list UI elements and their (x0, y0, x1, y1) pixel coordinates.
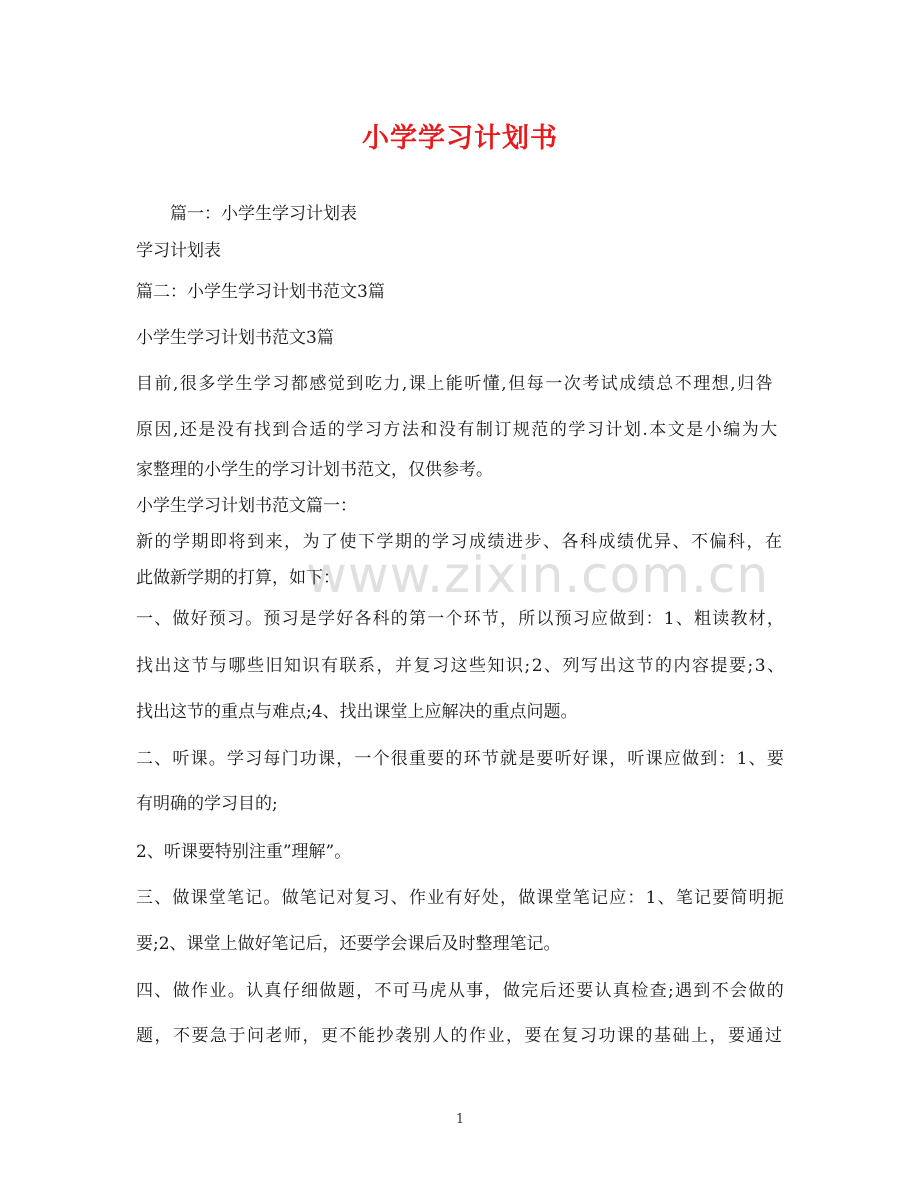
paragraph-line: 此做新学期的打算，如下： (136, 568, 340, 588)
document-title: 小学学习计划书 (362, 123, 558, 154)
paragraph-line: 小学生学习计划书范文篇一： (136, 496, 357, 516)
paragraph-line: 2、听课要特别注重”理解”。 (136, 842, 352, 862)
paragraph-line: 题，不要急于问老师，更不能抄袭别人的作业，要在复习功课的基础上，要通过 (136, 1026, 784, 1046)
paragraph-line: 小学生学习计划书范文3篇 (136, 328, 334, 348)
paragraph-line: 新的学期即将到来，为了使下学期的学习成绩进步、各科成绩优异、不偏科，在 (136, 532, 784, 552)
paragraph-line: 家整理的小学生的学习计划书范文，仅供参考。 (136, 460, 493, 480)
paragraph-line: 找出这节的重点与难点;4、找出课堂上应解决的重点问题。 (136, 702, 578, 722)
paragraph-line: 一、做好预习。预习是学好各科的第一个环节，所以预习应做到：1、粗读教材， (136, 609, 786, 629)
paragraph-line: 四、做作业。认真仔细做题，不可马虎从事，做完后还要认真检查;遇到不会做的 (136, 981, 786, 1001)
paragraph-line: 三、做课堂笔记。做笔记对复习、作业有好处，做课堂笔记应：1、笔记要简明扼 (136, 888, 786, 908)
paragraph-line: 原因,还是没有找到合适的学习方法和没有制订规范的学习计划.本文是小编为大 (136, 420, 779, 440)
paragraph-line: 有明确的学习目的; (136, 794, 278, 814)
paragraph-line: 学习计划表 (136, 241, 221, 261)
paragraph-line: 目前,很多学生学习都感觉到吃力,课上能听懂,但每一次考试成绩总不理想,归咎 (136, 374, 775, 394)
page-number: 1 (455, 1112, 465, 1127)
paragraph-line: 二、听课。学习每门功课，一个很重要的环节就是要听好课，听课应做到：1、要 (136, 749, 786, 769)
paragraph-line: 要;2、课堂上做好笔记后，还要学会课后及时整理笔记。 (136, 934, 561, 954)
paragraph-line: 篇一：小学生学习计划表 (170, 204, 357, 224)
paragraph-line: 找出这节与哪些旧知识有联系，并复习这些知识;2、列写出这节的内容提要;3、 (136, 656, 786, 676)
watermark: www.zixin.com.cn (306, 546, 770, 604)
paragraph-line: 篇二：小学生学习计划书范文3篇 (136, 282, 385, 302)
